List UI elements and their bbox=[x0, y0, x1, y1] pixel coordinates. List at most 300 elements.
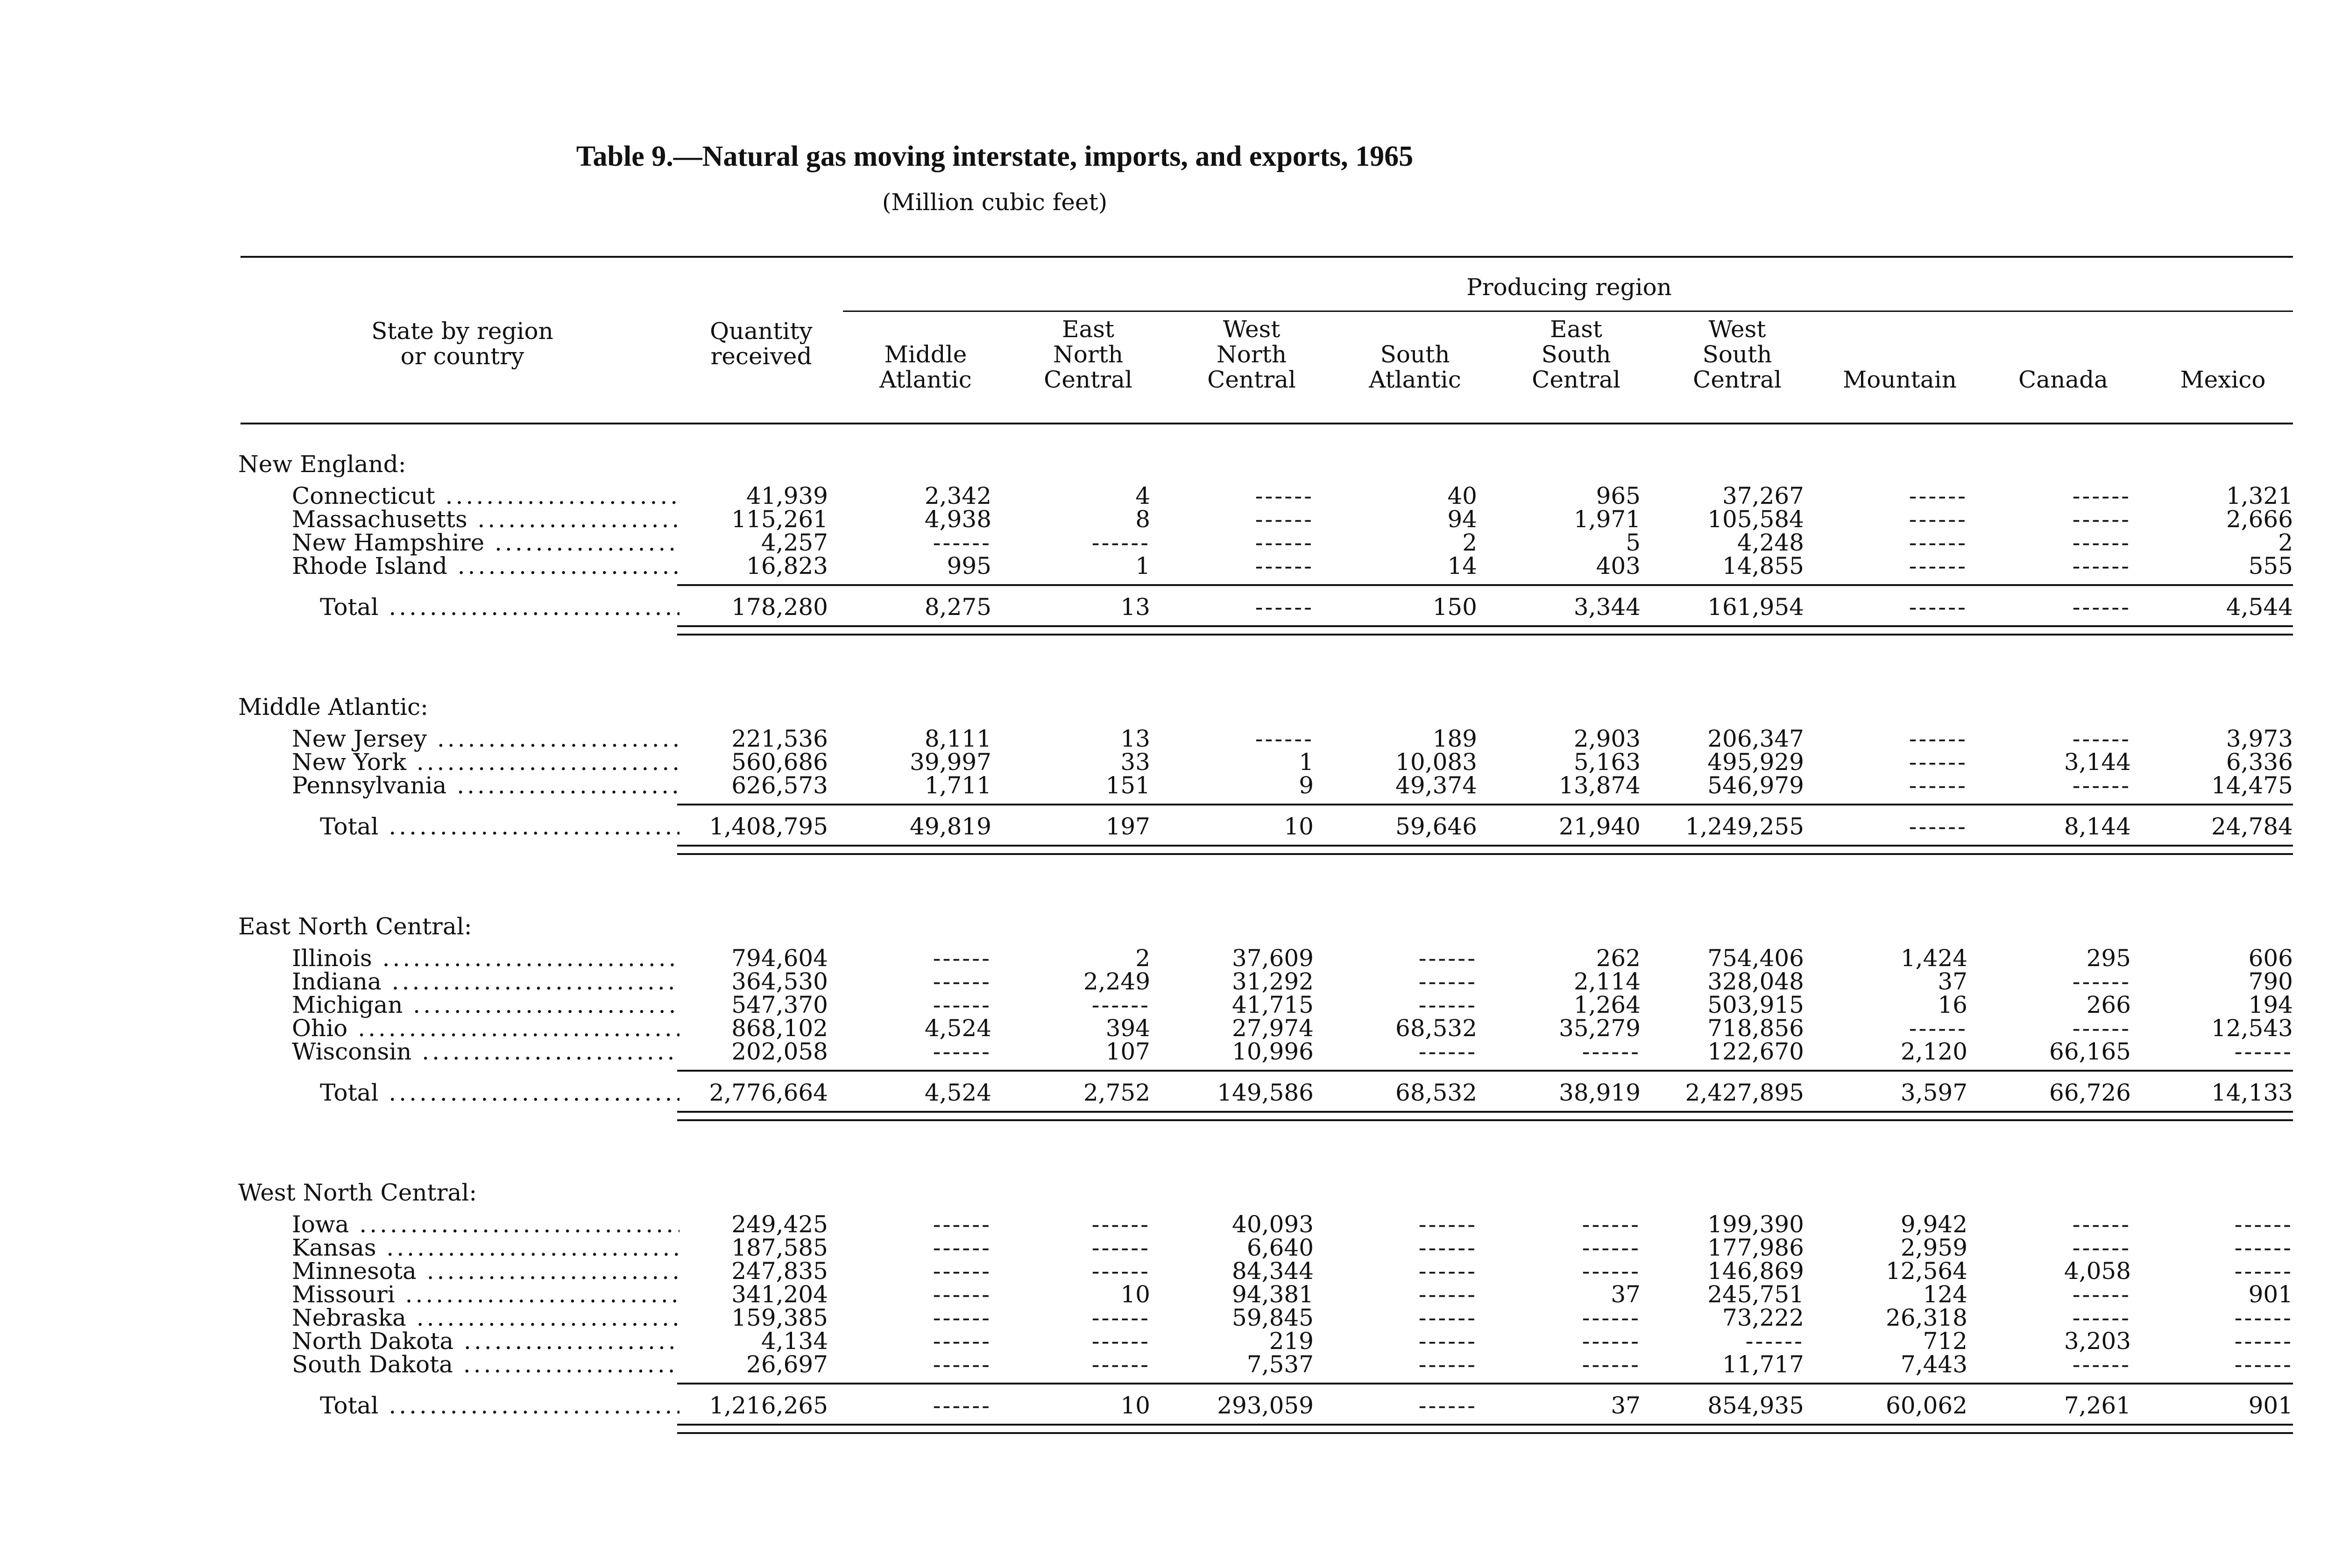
table-cell: 115,261 bbox=[731, 506, 828, 533]
column-header-line: Canada bbox=[2018, 366, 2108, 393]
row-label: Illinois ..... bbox=[292, 945, 679, 972]
table-cell: 16,823 bbox=[746, 552, 828, 579]
table-cell: 403 bbox=[1596, 552, 1641, 579]
table-cell: 3,144 bbox=[2064, 749, 2131, 776]
total-cell: 901 bbox=[2248, 1392, 2293, 1419]
table-cell: ------ bbox=[2234, 1328, 2293, 1355]
table-cell: 626,573 bbox=[731, 772, 828, 799]
table-cell: 4 bbox=[1135, 482, 1150, 509]
column-header bbox=[1009, 317, 1168, 392]
quantity-header-line: Quantity bbox=[710, 318, 813, 345]
table-cell: ------ bbox=[1418, 1328, 1477, 1355]
table-cell: ------ bbox=[2072, 1351, 2131, 1378]
table-cell: 27,974 bbox=[1232, 1015, 1314, 1042]
table-cell: 266 bbox=[2086, 991, 2131, 1018]
table-cell: 2 bbox=[1135, 945, 1150, 972]
table-cell: 122,670 bbox=[1707, 1038, 1804, 1065]
table-cell: 41,715 bbox=[1232, 991, 1314, 1018]
stub-header-line: State by region bbox=[371, 318, 553, 345]
table-cell: 2,959 bbox=[1900, 1234, 1967, 1261]
table-cell: 4,524 bbox=[924, 1015, 991, 1042]
table-cell: 2 bbox=[2278, 529, 2293, 556]
table-cell: 35,279 bbox=[1559, 1015, 1641, 1042]
table-cell: ------ bbox=[2234, 1351, 2293, 1378]
total-rule bbox=[677, 1070, 2293, 1072]
table-cell: 219 bbox=[1269, 1328, 1314, 1355]
table-cell: ------ bbox=[2072, 1304, 2131, 1331]
total-cell: 8,144 bbox=[2064, 813, 2131, 840]
table-cell: ------ bbox=[1418, 1211, 1477, 1238]
stub-header bbox=[341, 318, 584, 369]
table-cell: 1,321 bbox=[2226, 482, 2293, 509]
table-cell: ------ bbox=[1255, 506, 1314, 533]
double-rule bbox=[677, 845, 2293, 855]
column-header-line: Central bbox=[1532, 366, 1620, 393]
column-header-line: Atlantic bbox=[1369, 366, 1461, 393]
table-cell: ------ bbox=[1091, 1257, 1150, 1285]
column-header bbox=[1336, 342, 1494, 392]
table-cell: ------ bbox=[2072, 1211, 2131, 1238]
table-cell: ------ bbox=[2072, 529, 2131, 556]
table-cell: 12,564 bbox=[1886, 1257, 1967, 1285]
column-header-line: West bbox=[1708, 316, 1766, 343]
row-label: Minnesota ..... bbox=[292, 1257, 679, 1285]
table-row bbox=[0, 1304, 2335, 1330]
table-cell: ------ bbox=[933, 529, 991, 556]
total-label: Total ..... bbox=[320, 813, 679, 840]
row-label: Kansas ..... bbox=[292, 1234, 679, 1261]
table-cell: ------ bbox=[2072, 772, 2131, 799]
table-row bbox=[0, 506, 2335, 532]
table-cell: 7,537 bbox=[1246, 1351, 1314, 1378]
total-cell: ------ bbox=[2072, 593, 2131, 621]
table-cell: ------ bbox=[1418, 991, 1477, 1018]
table-cell: ------ bbox=[1418, 968, 1477, 995]
total-cell: 150 bbox=[1432, 593, 1477, 621]
table-cell: ------ bbox=[1418, 1257, 1477, 1285]
table-cell: 4,058 bbox=[2064, 1257, 2131, 1285]
total-cell: 24,784 bbox=[2211, 813, 2293, 840]
table-cell: 202,058 bbox=[731, 1038, 828, 1065]
total-cell: 37 bbox=[1611, 1392, 1641, 1419]
table-cell: 206,347 bbox=[1707, 725, 1804, 752]
table-cell: 4,257 bbox=[761, 529, 828, 556]
row-label: New Jersey ..... bbox=[292, 725, 679, 752]
table-cell: ------ bbox=[2234, 1038, 2293, 1065]
total-cell: 10 bbox=[1120, 1392, 1150, 1419]
table-cell: 14,475 bbox=[2211, 772, 2293, 799]
table-cell: ------ bbox=[1909, 1015, 1967, 1042]
total-rule bbox=[677, 1383, 2293, 1384]
table-cell: 94,381 bbox=[1232, 1281, 1314, 1308]
table-cell: ------ bbox=[1418, 1304, 1477, 1331]
table-cell: ------ bbox=[933, 1038, 991, 1065]
table-cell: 2,666 bbox=[2226, 506, 2293, 533]
table-cell: 40 bbox=[1447, 482, 1477, 509]
total-label: Total ..... bbox=[320, 593, 679, 621]
table-cell: 26,318 bbox=[1886, 1304, 1967, 1331]
row-label: Indiana ..... bbox=[292, 968, 679, 995]
total-cell: 2,752 bbox=[1083, 1079, 1150, 1106]
section-title: New England: bbox=[238, 451, 406, 478]
table-cell: 10,996 bbox=[1232, 1038, 1314, 1065]
total-cell: 1,408,795 bbox=[709, 813, 828, 840]
table-cell: ------ bbox=[1745, 1328, 1804, 1355]
table-cell: 39,997 bbox=[910, 749, 991, 776]
total-cell: 1,216,265 bbox=[709, 1392, 828, 1419]
table-cell: 295 bbox=[2086, 945, 2131, 972]
table-cell: ------ bbox=[1909, 772, 1967, 799]
table-cell: ------ bbox=[1909, 725, 1967, 752]
table-cell: ------ bbox=[2072, 968, 2131, 995]
table-cell: 546,979 bbox=[1707, 772, 1804, 799]
total-rule bbox=[677, 584, 2293, 586]
table-cell: ------ bbox=[1091, 1328, 1150, 1355]
table-cell: 868,102 bbox=[731, 1015, 828, 1042]
table-row bbox=[0, 945, 2335, 971]
table-cell: 560,686 bbox=[731, 749, 828, 776]
total-cell: 2,427,895 bbox=[1685, 1079, 1804, 1106]
table-cell: ------ bbox=[1418, 1234, 1477, 1261]
table-cell: 40,093 bbox=[1232, 1211, 1314, 1238]
table-cell: ------ bbox=[1091, 1351, 1150, 1378]
column-header-line: North bbox=[1053, 341, 1124, 368]
table-cell: ------ bbox=[1255, 552, 1314, 579]
table-cell: ------ bbox=[1909, 482, 1967, 509]
table-row bbox=[0, 772, 2335, 798]
table-cell: 68,532 bbox=[1395, 1015, 1477, 1042]
column-header-line: Middle bbox=[884, 341, 967, 368]
total-cell: 4,524 bbox=[924, 1079, 991, 1106]
table-cell: ------ bbox=[2072, 1281, 2131, 1308]
total-cell: 293,059 bbox=[1217, 1392, 1314, 1419]
table-cell: ------ bbox=[1909, 506, 1967, 533]
table-row bbox=[0, 1234, 2335, 1260]
table-row bbox=[0, 1257, 2335, 1284]
table-cell: ------ bbox=[2072, 482, 2131, 509]
table-cell: ------ bbox=[933, 991, 991, 1018]
table-cell: 3,203 bbox=[2064, 1328, 2131, 1355]
table-cell: ------ bbox=[1091, 991, 1150, 1018]
row-label: Rhode Island ..... bbox=[292, 552, 679, 579]
column-header-line: Central bbox=[1207, 366, 1296, 393]
table-cell: ------ bbox=[1582, 1351, 1641, 1378]
table-cell: 199,390 bbox=[1707, 1211, 1804, 1238]
table-row bbox=[0, 1211, 2335, 1237]
total-cell: 14,133 bbox=[2211, 1079, 2293, 1106]
table-cell: ------ bbox=[933, 945, 991, 972]
total-cell: 49,819 bbox=[910, 813, 991, 840]
table-cell: 503,915 bbox=[1707, 991, 1804, 1018]
table-cell: 555 bbox=[2248, 552, 2293, 579]
table-cell: 1,264 bbox=[1573, 991, 1641, 1018]
column-header-line: East bbox=[1550, 316, 1603, 343]
table-cell: ------ bbox=[2072, 552, 2131, 579]
row-label: Ohio ..... bbox=[292, 1015, 679, 1042]
total-rule bbox=[677, 804, 2293, 805]
column-header-line: East bbox=[1061, 316, 1115, 343]
table-cell: ------ bbox=[1582, 1257, 1641, 1285]
column-header-line: North bbox=[1216, 341, 1287, 368]
total-cell: 60,062 bbox=[1886, 1392, 1967, 1419]
table-cell: 2,903 bbox=[1573, 725, 1641, 752]
quantity-header-line: received bbox=[710, 343, 812, 370]
column-header-line: Central bbox=[1693, 366, 1782, 393]
total-row bbox=[0, 1079, 2335, 1105]
table-cell: 547,370 bbox=[731, 991, 828, 1018]
row-label: Connecticut ..... bbox=[292, 482, 679, 509]
table-cell: 2,120 bbox=[1900, 1038, 1967, 1065]
table-cell: 1,711 bbox=[924, 772, 991, 799]
table-cell: 84,344 bbox=[1232, 1257, 1314, 1285]
row-label: Nebraska ..... bbox=[292, 1304, 679, 1331]
group-rule bbox=[843, 311, 2293, 312]
table-cell: 187,585 bbox=[731, 1234, 828, 1261]
table-cell: 606 bbox=[2248, 945, 2293, 972]
total-label: Total ..... bbox=[320, 1392, 679, 1419]
total-cell: 66,726 bbox=[2049, 1079, 2131, 1106]
total-cell: 68,532 bbox=[1395, 1079, 1477, 1106]
column-header-line: Mexico bbox=[2180, 366, 2266, 393]
table-cell: 59,845 bbox=[1232, 1304, 1314, 1331]
table-row bbox=[0, 529, 2335, 555]
total-cell: 7,261 bbox=[2064, 1392, 2131, 1419]
total-cell: 13 bbox=[1120, 593, 1150, 621]
table-cell: ------ bbox=[1909, 552, 1967, 579]
table-cell: 249,425 bbox=[731, 1211, 828, 1238]
column-header bbox=[1497, 317, 1656, 392]
table-cell: 221,536 bbox=[731, 725, 828, 752]
total-cell: ------ bbox=[933, 1392, 991, 1419]
table-cell: ------ bbox=[933, 1281, 991, 1308]
table-cell: 754,406 bbox=[1707, 945, 1804, 972]
table-row bbox=[0, 968, 2335, 994]
table-cell: 5 bbox=[1626, 529, 1641, 556]
total-row bbox=[0, 813, 2335, 839]
table-row bbox=[0, 749, 2335, 775]
total-cell: 161,954 bbox=[1707, 593, 1804, 621]
table-cell: 2,249 bbox=[1083, 968, 1150, 995]
table-cell: ------ bbox=[1091, 529, 1150, 556]
total-cell: 59,646 bbox=[1395, 813, 1477, 840]
table-cell: 262 bbox=[1596, 945, 1641, 972]
total-cell: 149,586 bbox=[1217, 1079, 1314, 1106]
table-cell: 995 bbox=[947, 552, 991, 579]
table-cell: ------ bbox=[1091, 1304, 1150, 1331]
table-cell: 37,609 bbox=[1232, 945, 1314, 972]
total-row bbox=[0, 1392, 2335, 1418]
total-cell: 3,597 bbox=[1900, 1079, 1967, 1106]
table-cell: ------ bbox=[1582, 1234, 1641, 1261]
table-cell: 14,855 bbox=[1722, 552, 1804, 579]
column-header bbox=[1658, 317, 1817, 392]
section-title: Middle Atlantic: bbox=[238, 693, 428, 720]
column-header-line: South bbox=[1702, 341, 1772, 368]
double-rule bbox=[677, 625, 2293, 636]
table-cell: 341,204 bbox=[731, 1281, 828, 1308]
table-cell: 66,165 bbox=[2049, 1038, 2131, 1065]
table-cell: 4,248 bbox=[1737, 529, 1804, 556]
row-label: Massachusetts ..... bbox=[292, 506, 679, 533]
table-cell: ------ bbox=[1418, 945, 1477, 972]
table-cell: ------ bbox=[2072, 1015, 2131, 1042]
total-label: Total ..... bbox=[320, 1079, 679, 1106]
table-cell: ------ bbox=[1909, 529, 1967, 556]
table-row bbox=[0, 1015, 2335, 1041]
table-cell: ------ bbox=[2072, 1234, 2131, 1261]
table-cell: 189 bbox=[1432, 725, 1477, 752]
row-label: South Dakota ..... bbox=[292, 1351, 679, 1378]
table-cell: 790 bbox=[2248, 968, 2293, 995]
table-row bbox=[0, 482, 2335, 509]
row-label: New Hampshire ..... bbox=[292, 529, 679, 556]
column-header-line: South bbox=[1541, 341, 1611, 368]
table-cell: 1,971 bbox=[1573, 506, 1641, 533]
row-label: Iowa ..... bbox=[292, 1211, 679, 1238]
table-cell: ------ bbox=[1582, 1038, 1641, 1065]
column-header-line: West bbox=[1223, 316, 1281, 343]
total-cell: 2,776,664 bbox=[709, 1079, 828, 1106]
table-cell: 1 bbox=[1135, 552, 1150, 579]
top-rule bbox=[241, 256, 2293, 258]
table-cell: 151 bbox=[1105, 772, 1150, 799]
table-row bbox=[0, 725, 2335, 751]
table-cell: 794,604 bbox=[731, 945, 828, 972]
table-cell: 9,942 bbox=[1900, 1211, 1967, 1238]
table-cell: ------ bbox=[1091, 1234, 1150, 1261]
header-bottom-rule bbox=[241, 423, 2293, 424]
total-cell: ------ bbox=[1909, 593, 1967, 621]
table-cell: 7,443 bbox=[1900, 1351, 1967, 1378]
table-cell: ------ bbox=[1582, 1211, 1641, 1238]
total-cell: 1,249,255 bbox=[1685, 813, 1804, 840]
column-header-line: Central bbox=[1044, 366, 1132, 393]
table-cell: ------ bbox=[933, 1328, 991, 1355]
table-row bbox=[0, 1281, 2335, 1307]
table-cell: 13 bbox=[1120, 725, 1150, 752]
table-row bbox=[0, 1328, 2335, 1354]
table-cell: 33 bbox=[1120, 749, 1150, 776]
table-cell: 124 bbox=[1923, 1281, 1967, 1308]
table-cell: 4,938 bbox=[924, 506, 991, 533]
total-row bbox=[0, 593, 2335, 620]
column-header-line: Atlantic bbox=[879, 366, 972, 393]
table-cell: 965 bbox=[1596, 482, 1641, 509]
table-cell: ------ bbox=[1582, 1328, 1641, 1355]
table-cell: 9 bbox=[1299, 772, 1314, 799]
table-cell: 12,543 bbox=[2211, 1015, 2293, 1042]
producing-region-header: Producing region bbox=[1466, 274, 1672, 301]
table-cell: 31,292 bbox=[1232, 968, 1314, 995]
table-row bbox=[0, 1038, 2335, 1064]
table-cell: 495,929 bbox=[1707, 749, 1804, 776]
table-cell: 159,385 bbox=[731, 1304, 828, 1331]
row-label: Pennsylvania ..... bbox=[292, 772, 679, 799]
table-cell: 10 bbox=[1120, 1281, 1150, 1308]
table-cell: ------ bbox=[933, 1351, 991, 1378]
table-cell: 49,374 bbox=[1395, 772, 1477, 799]
table-cell: 41,939 bbox=[746, 482, 828, 509]
table-cell: 245,751 bbox=[1707, 1281, 1804, 1308]
table-cell: 2 bbox=[1462, 529, 1477, 556]
table-cell: ------ bbox=[1418, 1038, 1477, 1065]
double-rule bbox=[677, 1111, 2293, 1121]
table-cell: 37,267 bbox=[1722, 482, 1804, 509]
table-cell: ------ bbox=[1418, 1351, 1477, 1378]
table-cell: ------ bbox=[2234, 1234, 2293, 1261]
table-cell: 364,530 bbox=[731, 968, 828, 995]
total-cell: ------ bbox=[1255, 593, 1314, 621]
table-cell: 73,222 bbox=[1722, 1304, 1804, 1331]
table-cell: ------ bbox=[1255, 529, 1314, 556]
table-cell: 394 bbox=[1105, 1015, 1150, 1042]
table-cell: 26,697 bbox=[746, 1351, 828, 1378]
row-label: North Dakota ..... bbox=[292, 1328, 679, 1355]
table-cell: 1 bbox=[1299, 749, 1314, 776]
table-cell: ------ bbox=[1091, 1211, 1150, 1238]
total-cell: 197 bbox=[1105, 813, 1150, 840]
section-title: West North Central: bbox=[238, 1179, 477, 1206]
column-header bbox=[1172, 317, 1331, 392]
table-cell: 194 bbox=[2248, 991, 2293, 1018]
column-header-line: South bbox=[1380, 341, 1450, 368]
table-cell: ------ bbox=[933, 1234, 991, 1261]
table-cell: 6,336 bbox=[2226, 749, 2293, 776]
total-cell: ------ bbox=[1909, 813, 1967, 840]
table-cell: 11,717 bbox=[1722, 1351, 1804, 1378]
total-cell: 4,544 bbox=[2226, 593, 2293, 621]
total-cell: 854,935 bbox=[1707, 1392, 1804, 1419]
table-cell: 5,163 bbox=[1573, 749, 1641, 776]
table-cell: 177,986 bbox=[1707, 1234, 1804, 1261]
table-cell: ------ bbox=[1909, 749, 1967, 776]
table-subtitle: (Million cubic feet) bbox=[882, 189, 1108, 216]
row-label: Wisconsin ..... bbox=[292, 1038, 679, 1065]
table-cell: ------ bbox=[933, 1211, 991, 1238]
table-cell: ------ bbox=[2234, 1257, 2293, 1285]
table-cell: 37 bbox=[1611, 1281, 1641, 1308]
table-cell: 8,111 bbox=[924, 725, 991, 752]
table-cell: 901 bbox=[2248, 1281, 2293, 1308]
table-cell: 328,048 bbox=[1707, 968, 1804, 995]
total-cell: 21,940 bbox=[1559, 813, 1641, 840]
table-row bbox=[0, 991, 2335, 1017]
stub-header-line: or country bbox=[400, 343, 524, 370]
table-cell: 1,424 bbox=[1900, 945, 1967, 972]
table-cell: 8 bbox=[1135, 506, 1150, 533]
table-cell: ------ bbox=[933, 968, 991, 995]
table-cell: ------ bbox=[933, 1257, 991, 1285]
row-label: Missouri ..... bbox=[292, 1281, 679, 1308]
column-header bbox=[1984, 367, 2143, 392]
table-cell: 14 bbox=[1447, 552, 1477, 579]
table-cell: 4,134 bbox=[761, 1328, 828, 1355]
column-header bbox=[846, 342, 1005, 392]
total-cell: 38,919 bbox=[1559, 1079, 1641, 1106]
table-cell: 10,083 bbox=[1395, 749, 1477, 776]
table-cell: ------ bbox=[2234, 1304, 2293, 1331]
column-header-line: Mountain bbox=[1843, 366, 1957, 393]
table-cell: 37 bbox=[1938, 968, 1967, 995]
table-cell: ------ bbox=[1582, 1304, 1641, 1331]
total-cell: 8,275 bbox=[924, 593, 991, 621]
column-header bbox=[2144, 367, 2302, 392]
table-cell: ------ bbox=[933, 1304, 991, 1331]
table-cell: ------ bbox=[1418, 1281, 1477, 1308]
table-cell: 6,640 bbox=[1246, 1234, 1314, 1261]
table-cell: 16 bbox=[1938, 991, 1967, 1018]
table-cell: ------ bbox=[1255, 725, 1314, 752]
